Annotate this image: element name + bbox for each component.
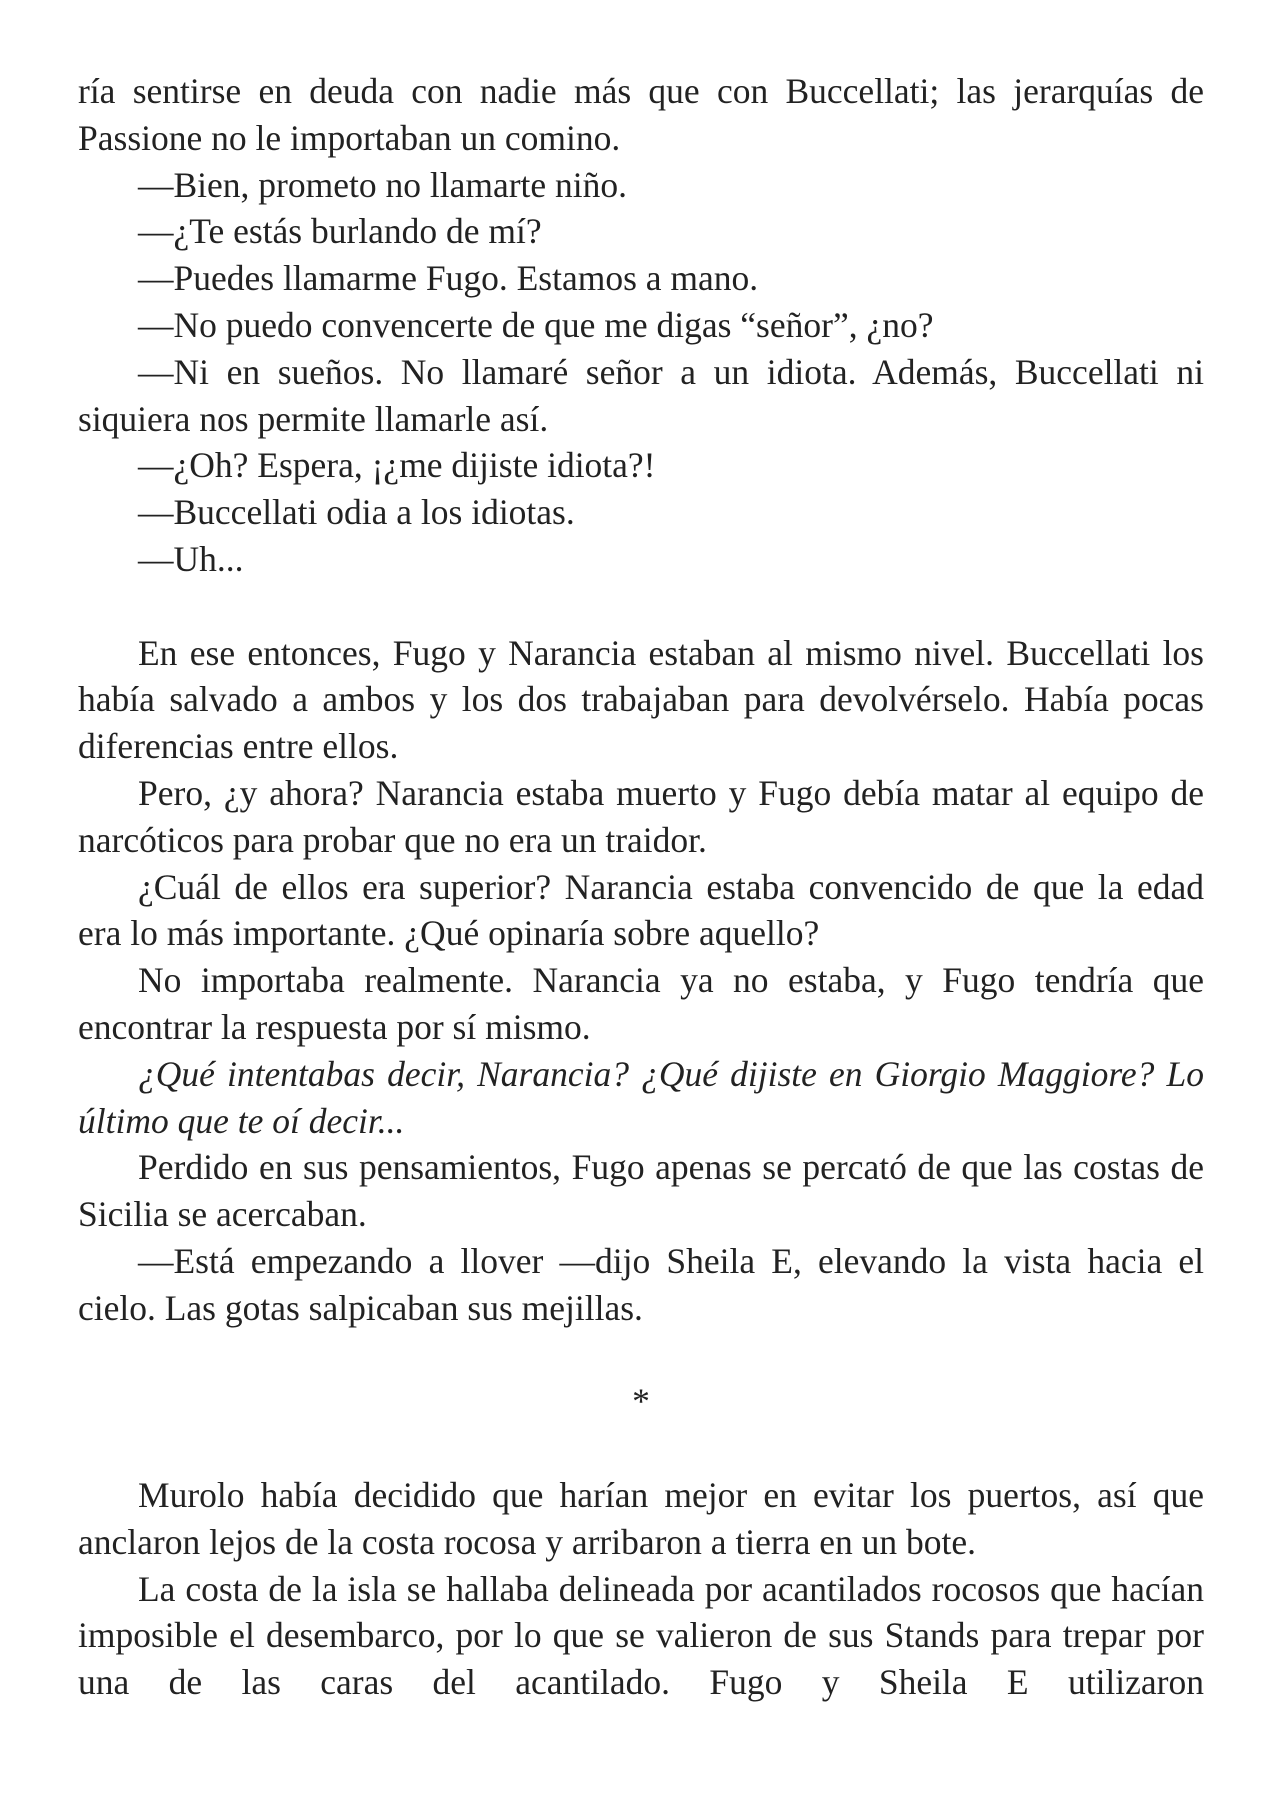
scene-break-asterisk: * [632, 1381, 650, 1422]
dialogue-line: —Puedes llamarme Fugo. Estamos a mano. [138, 258, 759, 299]
section-gap [78, 1425, 1204, 1472]
paragraph: ría sentirse en deuda con nadie más que con Buccellati; las jerarquías de Passione no le importaban un comino. [78, 71, 1204, 158]
dialogue-line: —¿Te estás burlando de mí? [138, 211, 542, 252]
dialogue-line: —¿Oh? Espera, ¡¿me dijiste idiota?! [138, 445, 656, 486]
paragraph: Perdido en sus pensamientos, Fugo apenas se percató de que las costas de Sicilia se acercaban. [78, 1147, 1204, 1235]
paragraph: En ese entonces, Fugo y Narancia estaban al mismo nivel. Buccellati los había salvado a ambos y los dos trabajaban para devolvérselo. Había pocas diferencias entre ellos. [78, 632, 1204, 767]
dialogue-line: —No puedo convencerte de que me digas “señor”, ¿no? [138, 304, 934, 345]
paragraph: No importaba realmente. Narancia ya no estaba, y Fugo tendría que encontrar la respuesta por sí mismo. [78, 960, 1204, 1047]
paragraph: Murolo había decidido que harían mejor en evitar los puertos, así que anclaron lejos de la costa rocosa y arribaron a tierra en un bote. [78, 1474, 1204, 1562]
section-gap [78, 583, 1204, 630]
dialogue-line: —Está empezando a llover —dijo Sheila E, elevando la vista hacia el cielo. Las gotas salpicaban sus mejillas. [78, 1240, 1204, 1328]
paragraph: Pero, ¿y ahora? Narancia estaba muerto y Fugo debía matar al equipo de narcóticos para probar que no era un traidor. [78, 772, 1204, 860]
dialogue-line: —Buccellati odia a los idiotas. [138, 492, 575, 533]
dialogue-line: —Uh... [138, 538, 244, 579]
dialogue-line: —Bien, prometo no llamarte niño. [138, 164, 628, 205]
dialogue-line: —Ni en sueños. No llamaré señor a un idiota. Además, Buccellati ni siquiera nos permite llamarle así. [78, 351, 1204, 439]
page-body [78, 68, 1204, 1706]
section-gap [78, 1332, 1204, 1379]
paragraph: La costa de la isla se hallaba delineada por acantilados rocosos que hacían imposible el desembarco, por lo que se valieron de sus Stands para trepar por una de las caras del acantilado. Fugo y Sheila E utilizaron [78, 1568, 1204, 1703]
paragraph: ¿Cuál de ellos era superior? Narancia estaba convencido de que la edad era lo más importante. ¿Qué opinaría sobre aquello? [78, 866, 1204, 954]
italic-thought: ¿Qué intentabas decir, Narancia? ¿Qué dijiste en Giorgio Maggiore? Lo último que te oí decir... [78, 1053, 1204, 1141]
